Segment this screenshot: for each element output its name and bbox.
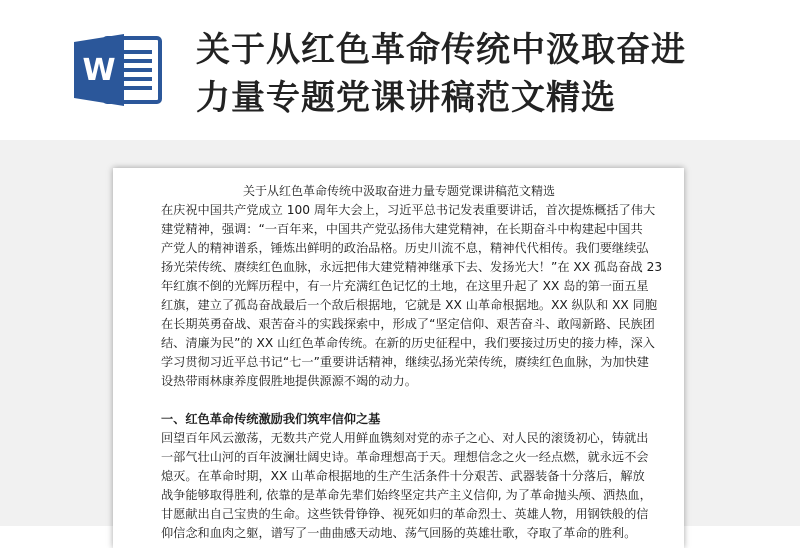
header xyxy=(0,0,800,140)
text-line: 扬光荣传统、赓续红色血脉，永远把伟大建党精神继承下去、发扬光大！”在 XX 孤岛奋战 23 xyxy=(161,260,663,274)
document-page[interactable] xyxy=(113,168,684,548)
section-heading-1: 一、红色革命传统激励我们筑牢信仰之基 xyxy=(161,412,381,426)
text-line: 回望百年风云激荡，无数共产党人用鲜血镌刻对党的赤子之心、对人民的滚烫初心，铸就出 xyxy=(161,431,649,445)
word-icon xyxy=(72,32,164,108)
document-heading: 关于从红色革命传统中汲取奋进力量专题党课讲稿范文精选 xyxy=(242,184,555,198)
text-line: 设热带雨林康养度假胜地提供源源不竭的动力。 xyxy=(161,374,417,388)
text-line: 在庆祝中国共产党成立 100 周年大会上，习近平总书记发表重要讲话，首次提炼概括了伟大 xyxy=(161,203,656,217)
text-line: 年红旗不倒的光辉历程中，有一片充满红色记忆的土地，在这里升起了 XX 岛的第一面五星 xyxy=(161,279,649,293)
page-title xyxy=(196,26,786,122)
text-line: 产党人的精神谱系，锤炼出鲜明的政治品格。历史川流不息，精神代代相传。我们要继续弘 xyxy=(161,241,649,255)
text-line: 战争能够取得胜利, 依靠的是革命先辈们始终坚定共产主义信仰, 为了革命抛头颅、洒热血， xyxy=(161,488,652,502)
page-content xyxy=(161,182,663,543)
paragraph-spacer xyxy=(161,391,641,410)
text-line: 仰信念和血肉之躯，谱写了一曲曲感天动地、荡气回肠的英雄壮歌，夺取了革命的胜利。 xyxy=(161,526,637,540)
title-line-2: 力量专题党课讲稿范文精选 xyxy=(196,78,616,118)
text-line: 红旗，建立了孤岛奋战最后一个敌后根据地，它就是 XX 山革命根据地。XX 纵队和 XX 同胞 xyxy=(161,298,658,312)
text-line: 熄灭。在革命时期，XX 山革命根据地的生产生活条件十分艰苦、武器装备十分落后，解放 xyxy=(161,469,645,483)
text-line: 在长期英勇奋战、艰苦奋斗的实践探索中，形成了“坚定信仰、艰苦奋斗、敢闯新路、民族团 xyxy=(161,317,655,331)
title-line-1: 关于从红色革命传统中汲取奋进 xyxy=(196,30,686,70)
text-line: 学习贯彻习近平总书记“七一”重要讲话精神，继续弘扬光荣传统，赓续红色血脉，为加快建 xyxy=(161,355,649,369)
text-line: 一部气壮山河的百年波澜壮阔史诗。革命理想高于天。理想信念之火一经点燃，就永远不会 xyxy=(161,450,649,464)
text-line: 甘愿献出自己宝贵的生命。这些铁骨铮铮、视死如归的革命烈士、英雄人物，用钢铁般的信 xyxy=(161,507,649,521)
text-line: 建党精神，强调：“一百年来，中国共产党弘扬伟大建党精神，在长期奋斗中构建起中国共 xyxy=(161,222,643,236)
word-icon-letter: W xyxy=(82,53,116,88)
text-line: 结、清廉为民”的 XX 山红色革命传统。在新的历史征程中，我们要接过历史的接力棒，深入 xyxy=(161,336,655,350)
paragraph-1 xyxy=(161,201,663,391)
